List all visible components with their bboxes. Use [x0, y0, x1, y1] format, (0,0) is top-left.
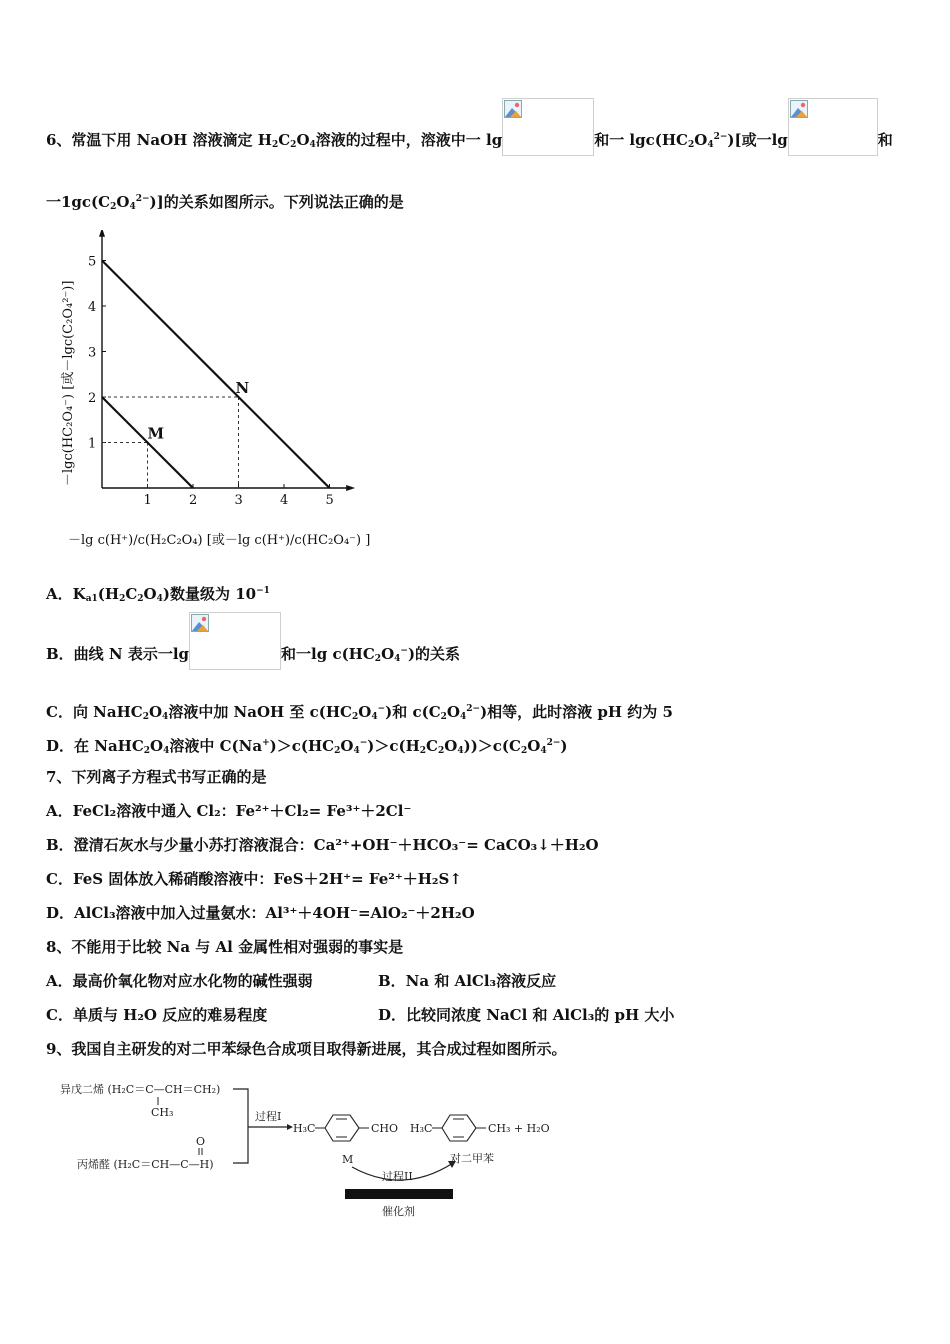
q8-option-c: C．单质与 H₂O 反应的难易程度	[46, 1006, 268, 1024]
option-text: 溶液中加 NaOH 至 c(HC	[168, 703, 352, 721]
option-text: B．曲线 N 表示一lg	[46, 645, 190, 663]
broken-image	[788, 98, 878, 156]
option-text: )的关系	[407, 645, 461, 663]
y-tick-label: 3	[88, 345, 97, 361]
q6-option-d: D．在 $NaHC_2O_4$溶液中 $C(Na^+)>c(HC_2O_4^-)>c(H_2C_2O_4))>c(C_2O_4^{2-})$	[46, 737, 568, 756]
q6-text: 溶液的过程中，溶液中一 lg	[315, 131, 503, 149]
option-text: )＞c(HC	[269, 737, 335, 755]
q6-line2: 一$1gc(C_2O_4^{2-})$]的关系如图所示。下列说法正确的是	[46, 193, 404, 212]
option-text: D．在 NaHC	[46, 737, 144, 755]
q8-option-b: B．Na 和 AlCl₃溶液反应	[378, 972, 557, 990]
ch3-h2o-label: CH₃ + H₂O	[488, 1122, 550, 1135]
q7-option-c: C．FeS 固体放入稀硝酸溶液中：FeS＋2H⁺= Fe²⁺＋H₂S↑	[46, 870, 462, 888]
isoprene-label: 异戊二烯 (H₂C＝C—CH＝CH₂)	[60, 1083, 221, 1096]
cho-label: CHO	[371, 1122, 399, 1135]
x-tick-label: 4	[280, 493, 289, 508]
m-label: M	[342, 1153, 354, 1166]
q8-title: 8、不能用于比较 Na 与 Al 金属性相对强弱的事实是	[46, 938, 404, 956]
image-placeholder-icon	[191, 614, 209, 632]
catalyst-bar	[345, 1189, 453, 1199]
option-text: C．向 NaHC	[46, 703, 143, 721]
image-placeholder-icon	[790, 100, 808, 118]
x-tick-label: 2	[189, 493, 198, 508]
process1-label: 过程I	[255, 1110, 282, 1123]
broken-image	[189, 612, 281, 670]
catalyst-label: 催化剂	[382, 1205, 415, 1218]
q6-option-c: C．向 $NaHC_2O_4$溶液中加 NaOH 至 $c(HC_2O_4^-)$和 $c(C_2O_4^{2-})$相等，此时溶液 pH 约为 5	[46, 703, 673, 722]
titration-chart	[50, 230, 370, 560]
o-label: O	[196, 1135, 206, 1148]
y-tick-label: 1	[88, 436, 97, 452]
image-placeholder-icon	[504, 100, 522, 118]
option-text: )和 c(C	[385, 703, 441, 721]
option-text: A．K	[46, 585, 86, 603]
y-axis-arrow	[99, 230, 105, 237]
option-text: )＞c(C	[470, 737, 521, 755]
y-tick-label: 2	[88, 391, 97, 406]
synthesis-diagram	[55, 1075, 565, 1220]
q6-option-a: A．$K_{a1}(H_2C_2O_4)$数量级为 $10^{-1}$	[46, 585, 270, 604]
q6-option-b: B．曲线 N 表示一lg 和一$\lg c(HC_2O_4^-)$的关系	[46, 640, 460, 670]
q6-text: 和一 lgc(HC	[594, 131, 688, 149]
y-tick-label: 4	[88, 300, 97, 315]
series-label-N: N	[235, 379, 250, 397]
q6-text: )[或一lg	[727, 131, 788, 149]
series-line-N	[102, 261, 330, 489]
process2-label: 过程II	[382, 1170, 413, 1183]
bracket	[233, 1089, 248, 1163]
option-text: 和一lg c(HC	[281, 645, 375, 663]
q7-option-b: B．澄清石灰水与少量小苏打溶液混合：Ca²⁺+OH⁻＋HCO₃⁻= CaCO₃↓＋H₂O	[46, 836, 599, 854]
q7-option-d: D．AlCl₃溶液中加入过量氨水：Al³⁺＋4OH⁻=AlO₂⁻＋2H₂O	[46, 904, 475, 922]
chart-lines	[102, 261, 330, 489]
q8-option-a: A．最高价氧化物对应水化物的碱性强弱	[46, 972, 313, 990]
q6-text: 6、常温下用 NaOH 溶液滴定 H	[46, 131, 272, 149]
q8-option-d: D．比较同浓度 NaCl 和 AlCl₃的 pH 大小	[378, 1006, 675, 1024]
broken-image	[502, 98, 594, 156]
x-tick-label: 3	[234, 493, 243, 508]
ch3-label: CH₃	[151, 1106, 174, 1119]
option-text: )＞c(H	[367, 737, 420, 755]
x-tick-label: 5	[325, 493, 334, 508]
x-axis-label: －lg c(H⁺)/c(H₂C₂O₄) [或－lg c(H⁺)/c(HC₂O₄⁻) ]	[68, 533, 370, 548]
q7-option-a: A．FeCl₂溶液中通入 Cl₂：Fe²⁺＋Cl₂= Fe³⁺＋2Cl⁻	[46, 802, 412, 820]
option-text: 数量级为 10	[170, 585, 257, 603]
chart-axes	[99, 230, 355, 491]
x-axis-arrow	[346, 485, 355, 491]
option-text: 溶液中 C(Na	[169, 737, 263, 755]
h3c-label: H₃C	[293, 1122, 316, 1135]
option-text: )相等，此时溶液 pH 约为 5	[480, 703, 673, 721]
y-axis-label: －lgc(HC₂O₄⁻) [或－lgc(C₂O₄²⁻)]	[61, 280, 76, 486]
x-tick-label: 1	[143, 493, 152, 508]
series-label-M: M	[147, 424, 165, 443]
q6-text: )]的关系如图所示。下列说法正确的是	[149, 193, 404, 211]
h3c-label-2: H₃C	[410, 1122, 433, 1135]
acrolein-label: 丙烯醛 (H₂C＝CH—C—H)	[77, 1158, 214, 1171]
q7-title: 7、下列离子方程式书写正确的是	[46, 768, 267, 786]
q6-text: 一1gc(C	[46, 193, 111, 211]
q9-title: 9、我国自主研发的对二甲苯绿色合成项目取得新进展，其合成过程如图所示。	[46, 1040, 567, 1058]
pxylene-label: 对二甲苯	[450, 1152, 494, 1165]
q6-line1: 6、常温下用 NaOH 溶液滴定 $H_2C_2O_4$溶液的过程中，溶液中一 lg 和一 $\lg c(HC_2O_4^{2-})$[或一lg 和	[46, 126, 893, 156]
y-tick-label: 5	[88, 254, 97, 270]
q6-text: 和	[877, 131, 893, 149]
